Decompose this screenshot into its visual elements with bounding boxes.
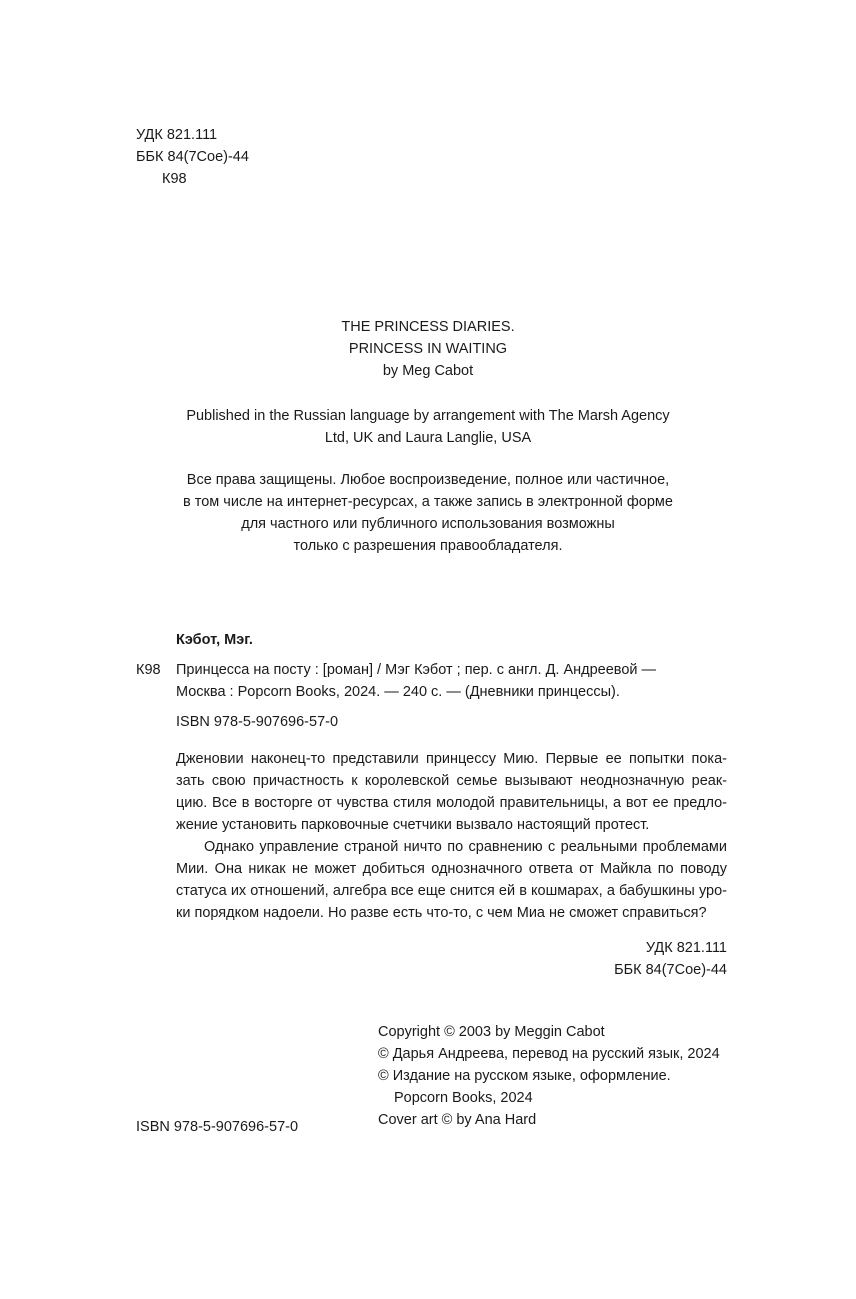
copyright-line: © Издание на русском языке, оформление. (378, 1068, 671, 1084)
book-title: PRINCESS IN WAITING (348, 341, 508, 357)
udk-code: УДК 821.111 (136, 127, 218, 143)
annotation-line: статуса их отношений, алгебра все еще снится ей в кошмарах, а бабушкины уро- (176, 883, 727, 899)
annotation-line: жение установить парковочные счетчики вызвало настоящий протест. (176, 817, 650, 833)
rights-notice (0, 469, 856, 557)
publishing-note-line: Published in the Russian language by arrangement with The Marsh Agency (186, 408, 670, 424)
catalog-codes (176, 937, 727, 981)
original-author: by Meg Cabot (382, 363, 474, 379)
bibliographic-description (176, 659, 727, 703)
author-mark: К98 (162, 171, 187, 187)
annotation-line: Однако управление страной ничто по сравнению с реальными проблемами (204, 839, 727, 855)
catalog-author: Кэбот, Мэг. (176, 632, 253, 648)
bottom-isbn: ISBN 978-5-907696-57-0 (136, 1119, 299, 1135)
rights-line: Все права защищены. Любое воспроизведение, полное или частичное, (186, 472, 670, 488)
rights-line: в том числе на интернет-ресурсах, а также запись в электронной форме (183, 494, 673, 510)
rights-line: для частного или публичного использования возможны (241, 516, 615, 532)
annotation-line: цию. Все в восторге от чувства стиля молодой правительницы, а вот ее предло- (176, 795, 727, 811)
biblio-line: Москва : Popcorn Books, 2024. — 240 с. — (Дневники принцессы). (176, 684, 620, 700)
copyright-line: Popcorn Books, 2024 (394, 1090, 533, 1106)
annotation-line: Мии. Она никак не может добиться однозначного ответа от Майкла по поводу (176, 861, 727, 877)
rights-line: только с разрешения правообладателя. (293, 538, 563, 554)
copyright-block (378, 1021, 720, 1131)
bbk-code: ББК 84(7Сое)-44 (614, 962, 727, 978)
publishing-note (0, 405, 856, 449)
biblio-line: Принцесса на посту : [роман] / Мэг Кэбот ; пер. с англ. Д. Андреевой — (176, 662, 657, 678)
bbk-code: ББК 84(7Сое)-44 (136, 149, 249, 165)
copyright-line: Copyright © 2003 by Meggin Cabot (378, 1024, 605, 1040)
classification-codes (136, 124, 249, 190)
udk-code: УДК 821.111 (645, 940, 727, 956)
annotation-line: зать свою причастность к королевской семье вызывают неоднозначную реак- (176, 773, 727, 789)
copyright-line: © Дарья Андреева, перевод на русский язык, 2024 (378, 1046, 720, 1062)
annotation-line: ки порядком надоели. Но разве есть что-то, с чем Миа не сможет справиться? (176, 905, 707, 921)
annotation (176, 748, 727, 924)
copyright-line: Cover art © by Ana Hard (378, 1112, 537, 1128)
original-title-block (0, 316, 856, 382)
annotation-line: Дженовии наконец-то представили принцессу Мию. Первые ее попытки пока- (176, 751, 727, 767)
catalog-isbn: ISBN 978-5-907696-57-0 (176, 714, 339, 730)
publishing-note-line: Ltd, UK and Laura Langlie, USA (324, 430, 532, 446)
series-title: THE PRINCESS DIARIES. (341, 319, 515, 335)
catalog-author-mark: К98 (136, 662, 161, 678)
